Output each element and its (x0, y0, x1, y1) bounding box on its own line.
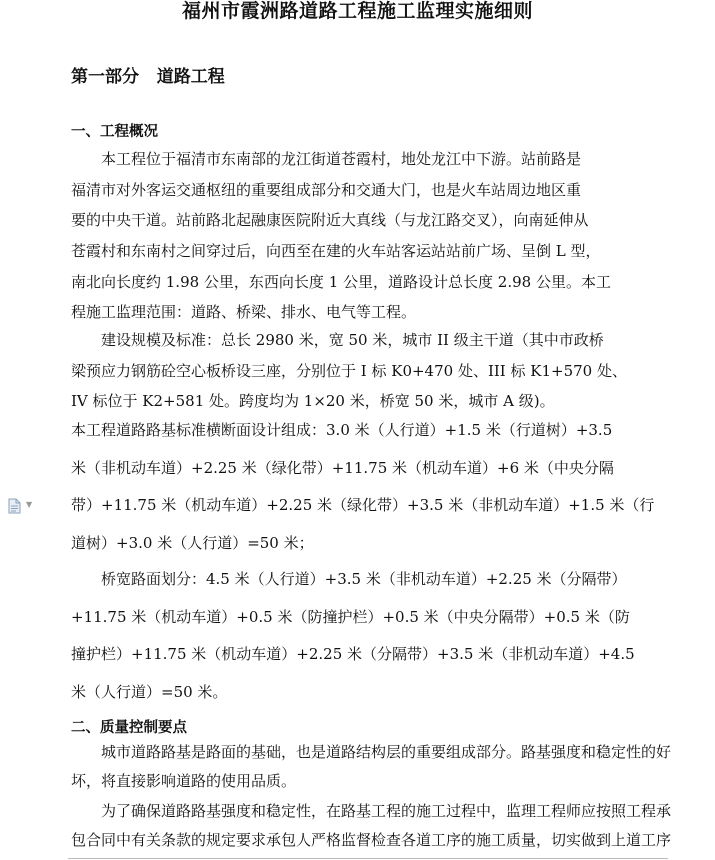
text-line: 南北向长度约 1.98 公里，东西向长度 1 公里，道路设计总长度 2.98 公里。本工 (71, 272, 611, 291)
text-line: 米（人行道）=50 米。 (71, 682, 228, 701)
text-line: 建设规模及标准：总长 2980 米，宽 50 米，城市 II 级主干道（其中市政桥 (101, 331, 604, 349)
text-line: 道树）+3.0 米（人行道）=50 米； (71, 533, 314, 552)
text-line: 包合同中有关条款的规定要求承包人严格监督检查各道工序的施工质量，切实做到上道工序 (71, 831, 672, 849)
part-heading: 第一部分 道路工程 (71, 67, 225, 87)
paragraph-bridge-section (71, 561, 649, 711)
text-line: 本工程位于福清市东南部的龙江街道苍霞村，地处龙江中下游。站前路是 (101, 150, 582, 168)
section-heading-quality: 二、质量控制要点 (71, 719, 187, 736)
document-icon[interactable] (8, 498, 21, 514)
text-line: 福清市对外客运交通枢纽的重要组成部分和交通大门，也是火车站周边地区重 (71, 180, 582, 199)
text-line: IV 标位于 K2+581 处。跨度均为 1×20 米，桥宽 50 米，城市 A 级)。 (71, 392, 555, 411)
paragraph-quality-2 (71, 797, 672, 855)
paragraph-quality-1 (71, 738, 672, 796)
text-line: 本工程道路路基标准横断面设计组成：3.0 米（人行道）+1.5 米（行道树）+3.5 (71, 421, 613, 439)
text-line: 苍霞村和东南村之间穿过后，向西至在建的火车站客运站站前广场、呈倒 L 型， (71, 242, 601, 261)
text-line: 桥宽路面划分：4.5 米（人行道）+3.5 米（非机动车道）+2.25 米（分隔带） (101, 570, 627, 588)
text-line: 撞护栏）+11.75 米（机动车道）+2.25 米（分隔带）+3.5 米（非机动车道）+4.5 (71, 645, 635, 663)
paragraph-overview (71, 144, 649, 328)
page-edge-divider (68, 858, 668, 859)
text-line: 坏，将直接影响道路的使用品质。 (71, 772, 297, 790)
paragraph-road-section (71, 412, 655, 562)
paragraph-scale (71, 325, 649, 417)
text-line: 米（非机动车道）+2.25 米（绿化带）+11.75 米（机动车道）+6 米（中央分隔 (71, 458, 614, 477)
text-line: 程施工监理范围：道路、桥梁、排水、电气等工程。 (71, 303, 417, 322)
text-line: +11.75 米（机动车道）+0.5 米（防撞护栏）+0.5 米（中央分隔带）+0.5 米（防 (71, 607, 630, 626)
text-line: 城市道路路基是路面的基础，也是道路结构层的重要组成部分。路基强度和稳定性的好 (101, 743, 672, 761)
text-line: 梁预应力钢筋砼空心板桥设三座，分别位于 I 标 K0+470 处、III 标 K1+570 处、 (71, 361, 627, 380)
text-line: 带）+11.75 米（机动车道）+2.25 米（绿化带）+3.5 米（非机动车道）+1.5 米（行 (71, 496, 655, 514)
document-title: 福州市霞洲路道路工程施工监理实施细则 (181, 0, 533, 22)
text-line: 为了确保道路路基强度和稳定性，在路基工程的施工过程中，监理工程师应按照工程承 (101, 802, 672, 820)
dropdown-caret-icon[interactable]: ▼ (26, 500, 33, 509)
section-heading-overview: 一、工程概况 (71, 123, 158, 140)
text-line: 要的中央干道。站前路北起融康医院附近大真线（与龙江路交叉），向南延伸从 (71, 211, 589, 230)
